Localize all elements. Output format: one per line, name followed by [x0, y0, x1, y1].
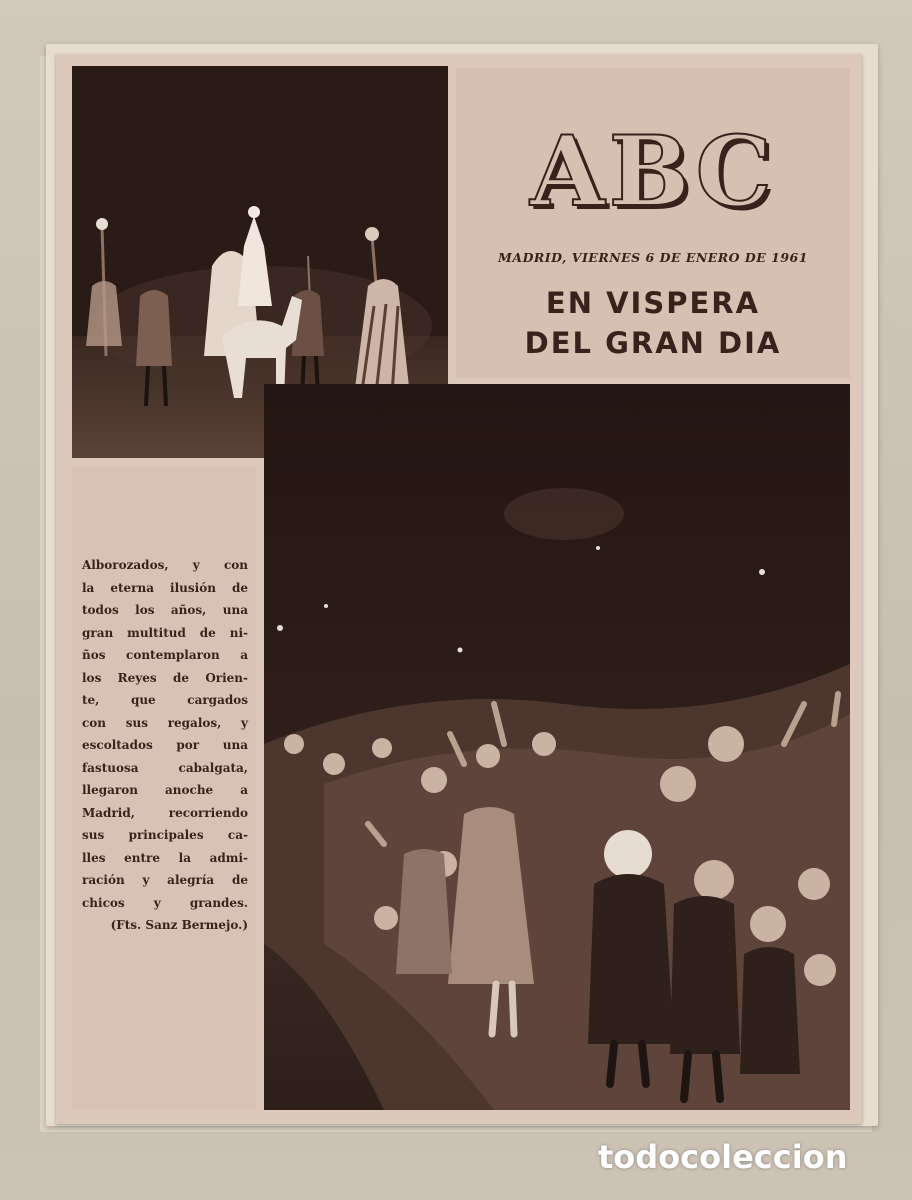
dateline: MADRID, VIERNES 6 DE ENERO DE 1961 — [498, 250, 808, 265]
title-panel — [456, 68, 850, 378]
caption-line: lles entre la admi- — [82, 850, 248, 865]
caption-credit: (Fts. Sanz Bermejo.) — [110, 918, 248, 932]
crowd-photo-art — [264, 384, 850, 1110]
caption-line: escoltados por una — [82, 738, 248, 752]
headline-line-2: DEL GRAN DIA — [524, 326, 782, 360]
caption-line: Alborozados, y con — [82, 558, 248, 572]
caption-line: todos los años, una — [82, 603, 248, 617]
caption-line: sus principales ca- — [82, 828, 248, 842]
caption-line: ración y alegría de — [82, 873, 248, 887]
caption-line: Madrid, recorriendo — [82, 805, 248, 820]
caption-line: llegaron anoche a — [82, 783, 248, 797]
crowd-photo — [264, 384, 850, 1110]
caption-line: con sus regalos, y — [82, 715, 248, 730]
caption-line: los Reyes de Orien- — [82, 670, 248, 685]
caption-line: ños contemplaron a — [82, 648, 248, 662]
caption-line: te, que cargados — [82, 693, 248, 707]
watermark: todocoleccion — [598, 1138, 848, 1176]
caption-line: gran multitud de ni- — [82, 625, 248, 640]
caption-text — [82, 554, 248, 937]
caption-line: fastuosa cabalgata, — [82, 760, 248, 775]
headline-line-1: EN VISPERA — [545, 286, 761, 320]
caption-line: la eterna ilusión de — [82, 580, 248, 595]
masthead-logo: ABC — [530, 115, 776, 228]
caption-line: chicos y grandes. — [82, 895, 248, 910]
caption-panel — [72, 466, 256, 1110]
newspaper-page — [56, 54, 862, 1124]
